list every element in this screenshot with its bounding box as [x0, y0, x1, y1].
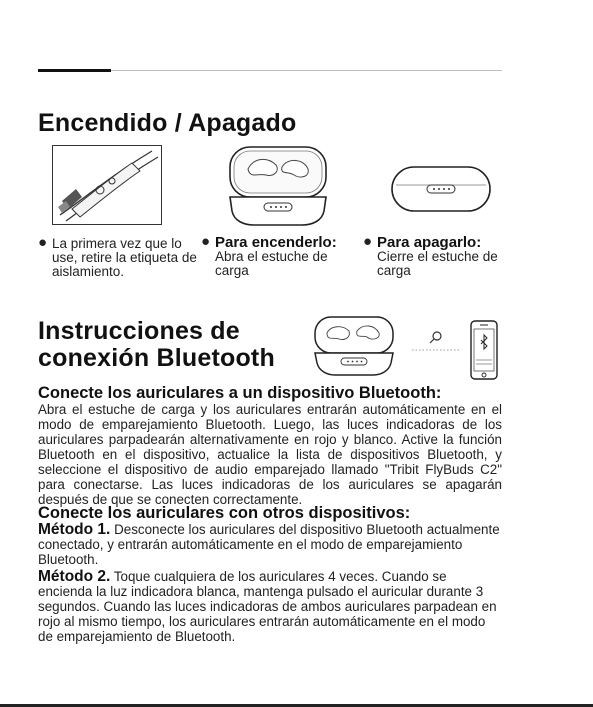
- step-power-on: [201, 233, 355, 278]
- method1-paragraph: [38, 522, 502, 567]
- header-rule-accent: [38, 69, 111, 72]
- open-charging-case-illustration: [313, 315, 395, 377]
- bluetooth-heading: [38, 318, 298, 372]
- step3-text: Cierre el estuche de carga: [377, 249, 498, 278]
- section-other-devices-title: Conecte los auriculares con otros dispositivos:: [38, 504, 411, 522]
- bluetooth-heading-line2: conexión Bluetooth: [38, 344, 275, 372]
- step-power-off: [363, 233, 502, 278]
- open-charging-case-illustration: [228, 145, 328, 227]
- bullet-icon: ●: [363, 233, 373, 250]
- step1-text: La primera vez que lo use, retire la etiqueta de aislamiento.: [52, 236, 197, 279]
- step2-title: Para encenderlo:: [215, 234, 337, 251]
- bullet-icon: ●: [201, 233, 211, 250]
- section-connect-device-body: Abra el estuche de carga y los auriculares entrarán automáticamente en el modo de emparejamiento Bluetooth. Luego, las luces indicadoras de los auriculares parpadearán alternativamente en rojo y blanco. Active la función Bluetooth en el dispositivo, actualice la lista de dispositivos Bluetooth, y seleccione el dispositivo de audio emparejado llamado "Tribit FlyBuds C2" para conectarse. Las luces indicadoras de los auriculares se apagarán después de que se conecten correctamente.: [38, 402, 502, 507]
- method1-label: Método 1.: [38, 521, 111, 538]
- method2-text: Toque cualquiera de los auriculares 4 veces. Cuando se encienda la luz indicadora blanca, mantenga pulsado el auricular durante 3 segundos. Cuando las luces indicadoras de ambos auriculares parpadean en rojo al mismo tiempo, los auriculares entrarán automáticamente en el modo de emparejamiento de Bluetooth.: [38, 569, 497, 644]
- smartphone-bluetooth-icon: [470, 320, 498, 380]
- method2-paragraph: [38, 569, 502, 644]
- bluetooth-heading-line1: Instrucciones de: [38, 317, 240, 345]
- bullet-icon: ●: [38, 234, 48, 251]
- section-connect-device-title: Conecte los auriculares a un dispositivo Bluetooth:: [38, 384, 442, 402]
- method2-label: Método 2.: [38, 568, 111, 585]
- search-icon: [410, 328, 462, 354]
- method1-text: Desconecte los auriculares del dispositivo Bluetooth actualmente conectado, y entrarán automáticamente en el modo de emparejamiento Bluetooth.: [38, 522, 500, 567]
- closed-charging-case-illustration: [390, 165, 492, 215]
- earbud-isolation-tab-illustration: [52, 145, 162, 225]
- step3-title: Para apagarlo:: [377, 234, 482, 251]
- step-remove-isolation-tab: [38, 234, 197, 279]
- step2-text: Abra el estuche de carga: [215, 249, 328, 278]
- power-heading: Encendido / Apagado: [38, 109, 297, 137]
